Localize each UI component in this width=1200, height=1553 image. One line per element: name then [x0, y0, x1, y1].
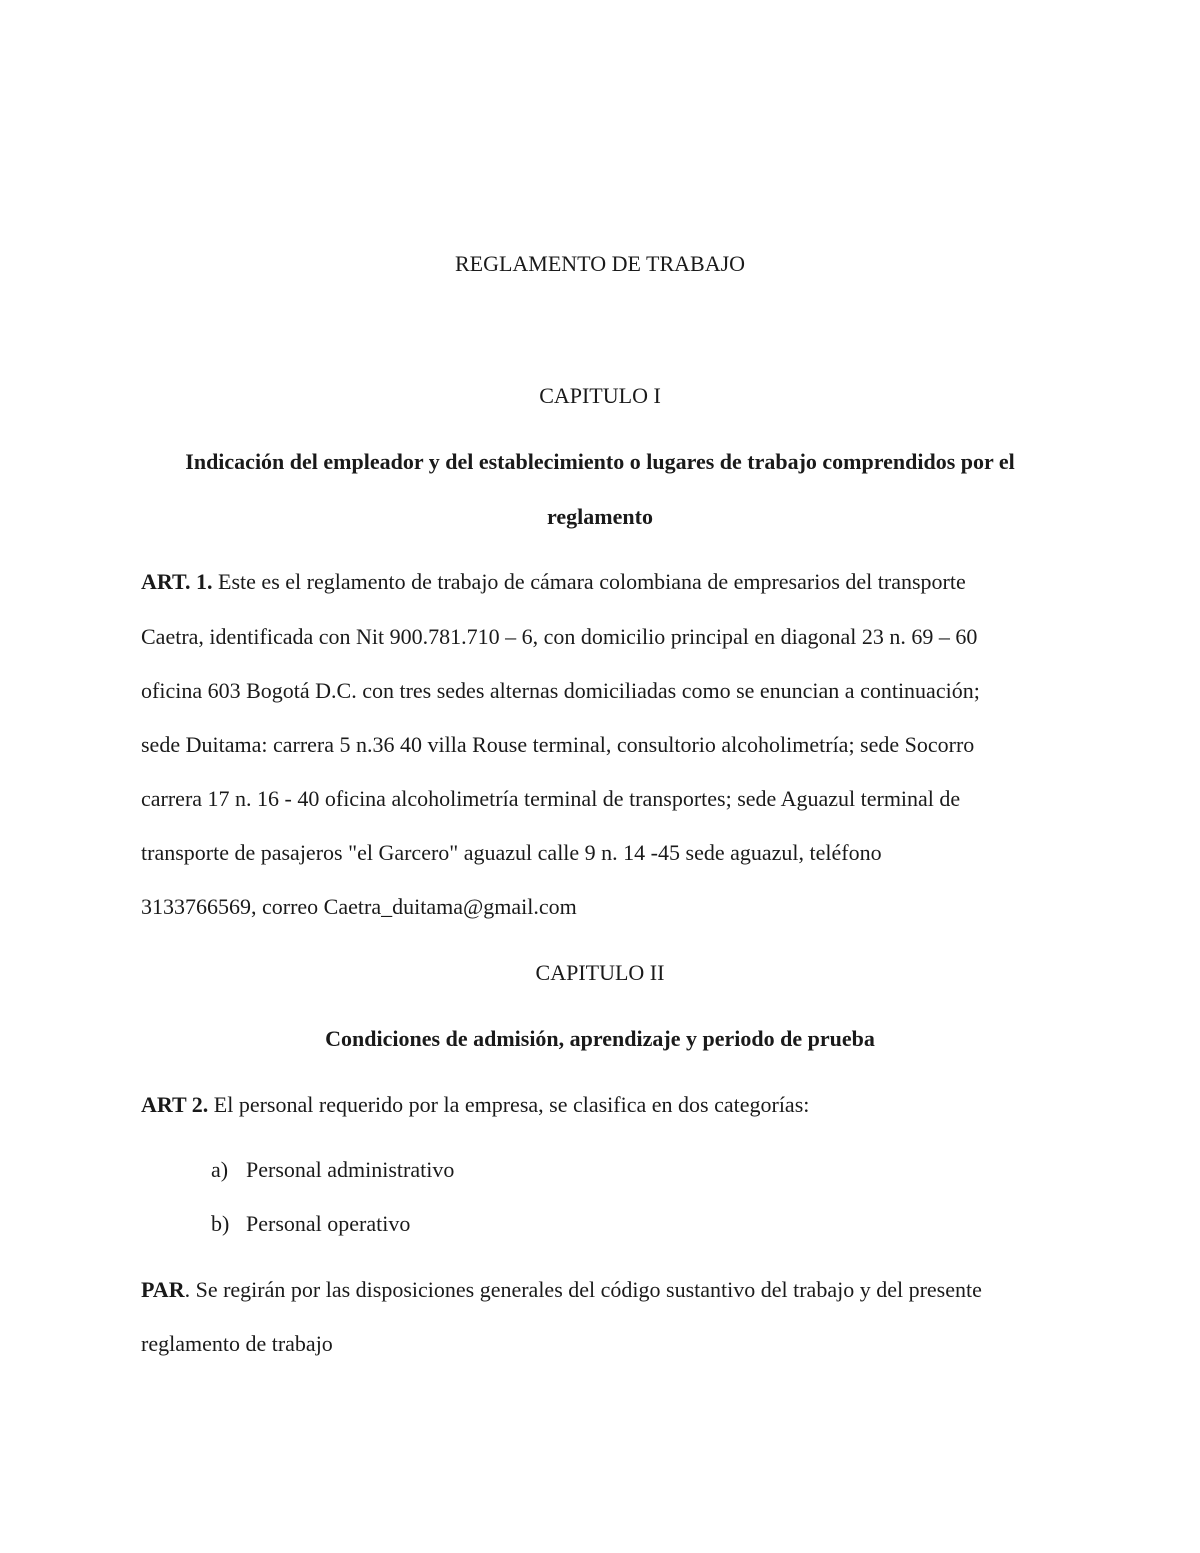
article-1-line-5: carrera 17 n. 16 - 40 oficina alcoholimetría terminal de transportes; sede Aguazul terminal de	[141, 786, 961, 811]
chapter-2-subtitle: Condiciones de admisión, aprendizaje y periodo de prueba	[325, 1026, 875, 1051]
list-item	[211, 1155, 454, 1185]
article-2-line	[141, 1090, 809, 1120]
paragraph-par-line-2: reglamento de trabajo	[141, 1331, 333, 1356]
list-marker: b)	[211, 1211, 230, 1236]
article-2-label: ART 2.	[141, 1092, 209, 1117]
list-item	[211, 1209, 410, 1239]
article-1-line-4: sede Duitama: carrera 5 n.36 40 villa Rouse terminal, consultorio alcoholimetría; sede Socorro	[141, 732, 975, 757]
article-1-line-6: transporte de pasajeros "el Garcero" aguazul calle 9 n. 14 -45 sede aguazul, teléfono	[141, 840, 882, 865]
chapter-1-subtitle-line-2: reglamento	[547, 504, 653, 529]
paragraph-par-label: PAR	[141, 1277, 185, 1302]
paragraph-par-text-1: . Se regirán por las disposiciones generales del código sustantivo del trabajo y del presente	[184, 1277, 982, 1302]
article-2-text: El personal requerido por la empresa, se clasifica en dos categorías:	[208, 1092, 810, 1117]
article-1-line-7: 3133766569, correo Caetra_duitama@gmail.com	[141, 894, 577, 919]
article-1-line-1	[141, 567, 966, 597]
chapter-1-subtitle-line-1: Indicación del empleador y del establecimiento o lugares de trabajo comprendidos por el	[185, 449, 1015, 474]
article-1-line-2: Caetra, identificada con Nit 900.781.710 – 6, con domicilio principal en diagonal 23 n. 69 – 60	[141, 624, 978, 649]
article-1-text-1: Este es el reglamento de trabajo de cámara colombiana de empresarios del transporte	[212, 569, 966, 594]
chapter-1-heading: CAPITULO I	[539, 383, 661, 408]
list-item-text: Personal administrativo	[246, 1157, 455, 1182]
article-1-label: ART. 1.	[141, 569, 213, 594]
list-marker: a)	[211, 1157, 229, 1182]
document-title: REGLAMENTO DE TRABAJO	[454, 251, 746, 276]
list-item-text: Personal operativo	[246, 1211, 411, 1236]
paragraph-par-line-1	[141, 1275, 982, 1305]
article-1-line-3: oficina 603 Bogotá D.C. con tres sedes alternas domiciliadas como se enuncian a continuación;	[141, 678, 980, 703]
chapter-2-heading: CAPITULO II	[535, 960, 665, 985]
